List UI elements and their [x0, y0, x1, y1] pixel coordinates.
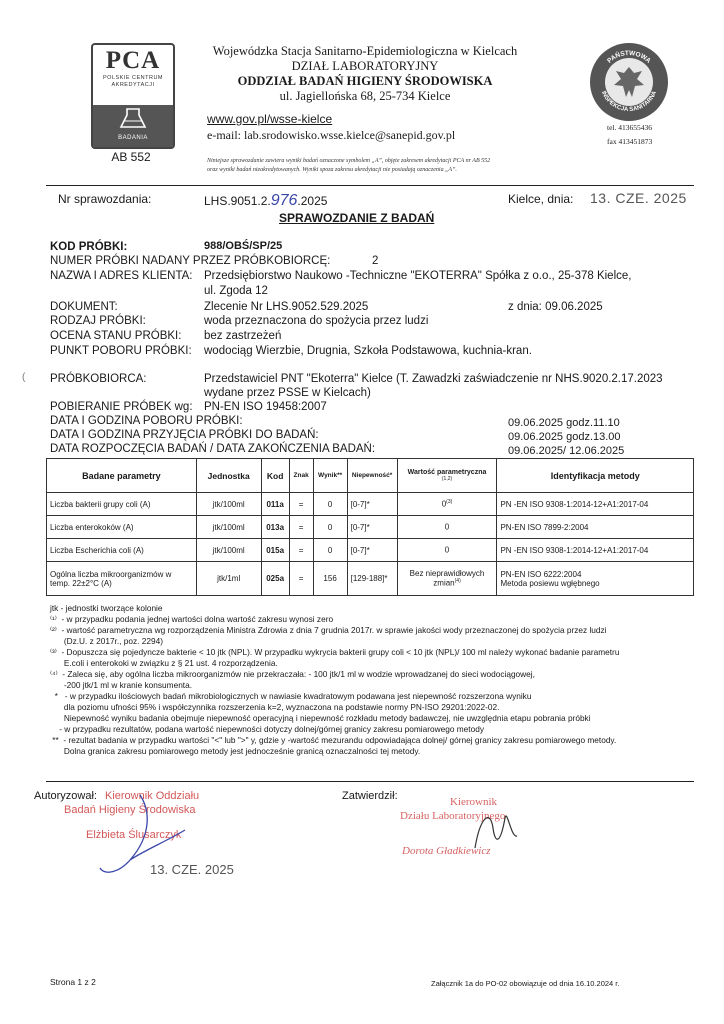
cell-param: Ogólna liczba mikroorganizmów w temp. 22±2°C (A): [47, 562, 197, 596]
cell-param: Liczba Escherichia coli (A): [47, 539, 197, 562]
cell-metoda: [497, 539, 694, 562]
cell-metoda-line1: PN-EN ISO 7899-2:2004: [500, 522, 589, 532]
cell-metoda-line1: PN-EN ISO 6222:2004: [500, 569, 582, 579]
website-link[interactable]: www.gov.pl/wsse-kielce: [207, 112, 333, 126]
logo-title: PCA: [105, 47, 161, 74]
probkobiorca-value-line1: Przedstawiciel PNT "Ekoterra" Kielce (T. Zawadzki zaświadczenie nr NHS.9020.2.17.2023: [204, 373, 663, 385]
footnote-line: ** - rezultat badania w przypadku wartości "<" lub ">" y, gdzie y -wartość mezurandu odpowiadająca dolnej/ górnej granicy zakresu pomiarowego metody.: [50, 735, 617, 745]
table-header-row: [47, 459, 694, 493]
accreditation-note-line1: Niniejsze sprawozdanie zawiera wyniki badań oznaczone symbolem „A”, objęte zakresem akredytacji PCA nr AB 552: [207, 158, 491, 164]
col-znak-header: Znak: [289, 459, 313, 493]
data-przyjecia-value: 09.06.2025 godz.13.00: [508, 431, 621, 443]
table-body: [47, 493, 694, 596]
table-row: [47, 562, 694, 596]
numer-label: NUMER PRÓBKI NADANY PRZEZ PRÓBKOBIORCĘ:: [50, 255, 331, 267]
probkobiorca-value-line2: wydane przez PSSE w Kielcach): [204, 387, 371, 399]
dokument-value: Zlecenie Nr LHS.9052.529.2025: [204, 301, 369, 313]
author-stamp-line2: Badań Higieny Środowiska: [64, 804, 196, 816]
col-param-header: Badane parametry: [47, 459, 197, 493]
cell-wartosc-value: 0: [444, 545, 450, 555]
flask-icon: [93, 105, 173, 133]
accreditation-note: [207, 157, 597, 175]
signatures-divider: [46, 781, 694, 782]
eagle-emblem-icon: [590, 43, 668, 121]
data-rozpoczecia-label: DATA ROZPOCZĘCIA BADAŃ / DATA ZAKOŃCZENIA BADAŃ:: [50, 443, 376, 455]
punkt-value: wodociąg Wierzbie, Drugnia, Szkoła Podstawowa, kuchnia-kran.: [204, 345, 532, 357]
data-poboru-label: DATA I GODZINA POBORU PRÓBKI:: [50, 415, 243, 427]
col-wynik-header: Wynik**: [313, 459, 347, 493]
col-metoda-header: Identyfikacja metody: [497, 459, 694, 493]
cell-kod: 011a: [261, 493, 289, 516]
svg-text:INSPEKCJA SANITARNA: INSPEKCJA SANITARNA: [599, 90, 659, 114]
sanitary-inspection-stamp: [590, 43, 668, 121]
cell-wartosc-value: Bez nieprawidłowych zmian: [409, 569, 485, 588]
cell-wartosc: [397, 493, 497, 516]
cell-unit: jtk/100ml: [196, 516, 261, 539]
author-date-stamp: 13. CZE. 2025: [150, 862, 234, 877]
rodzaj-value: woda przeznaczona do spożycia przez ludzi: [204, 315, 429, 327]
probkobiorca-label: PRÓBKOBIORCA:: [50, 373, 147, 385]
col-niepewnosc-header: Niepewność*: [347, 459, 397, 493]
col-unit-header: Jednostka: [196, 459, 261, 493]
table-row: [47, 493, 694, 516]
rodzaj-label: RODZAJ PRÓBKI:: [50, 315, 146, 327]
footnote-line: Dolna granica zakresu pomiarowego metody jest jednocześnie granicą oznaczalności tej metody.: [50, 746, 421, 756]
footnote-line: (Dz.U. z 2017r., poz. 2294): [50, 636, 163, 646]
klient-label: NAZWA I ADRES KLIENTA:: [50, 270, 193, 282]
cell-znak: =: [289, 562, 313, 596]
svg-text:PAŃSTWOWA: PAŃSTWOWA: [606, 49, 652, 65]
punkt-label: PUNKT POBORU PRÓBKI:: [50, 345, 192, 357]
cell-wartosc: [397, 562, 497, 596]
phone-number: tel. 413655436: [607, 123, 652, 132]
footnote-line: - w przypadku rezultatów, podana wartość niepewności dotyczy dolnej/górnej granicy zakresu pomiarowego metody: [50, 724, 484, 734]
footnote-line: E.coli i enterokoki w związku z § 21 ust. 4 rozporządzenia.: [50, 658, 278, 668]
report-number-suffix: .2025: [297, 194, 328, 208]
cell-znak: =: [289, 516, 313, 539]
results-table: [46, 458, 694, 596]
cell-wartosc-value: 0: [441, 499, 447, 509]
klient-value-line2: ul. Zgoda 12: [204, 285, 268, 297]
cell-niepewnosc: [129-188]*: [347, 562, 397, 596]
date-stamp: 13. CZE. 2025: [590, 190, 687, 206]
footnote-line: * - w przypadku ilościowych badań mikrobiologicznych w nawiasie kwadratowym podawana jest niepewność rozszerzona wyniku: [50, 691, 532, 701]
cell-wartosc-value: 0: [444, 522, 450, 532]
cell-znak: =: [289, 539, 313, 562]
footnotes: [50, 603, 710, 757]
org-department: DZIAŁ LABORATORYJNY: [291, 59, 439, 73]
footnote-line: ⁽³⁾ - Dopuszcza się pojedyncze bakterie < 10 jtk (NPL). W przypadku wykrycia bakterii grupy coli < 10 jtk (NPL)/ 100 ml należy wykonać badanie parametru: [50, 647, 620, 657]
cell-param: Liczba enterokoków (A): [47, 516, 197, 539]
org-address: ul. Jagiellońska 68, 25-734 Kielce: [279, 89, 451, 103]
dokument-label: DOKUMENT:: [50, 301, 118, 313]
cell-metoda-line1: PN -EN ISO 9308-1:2014-12+A1:2017-04: [500, 545, 649, 555]
approve-name: Dorota Gładkiewicz: [402, 845, 491, 857]
col-kod-header: Kod: [261, 459, 289, 493]
footnote-line: jtk - jednostki tworzące kolonie: [50, 603, 163, 613]
col-wartosc-sub: (1,2): [441, 476, 453, 482]
accreditation-note-line2: oraz wyniki badań nieakredytowanych. Wyniki spoza zakresu akredytacji nie posiadają oznaczenia „A”.: [207, 167, 457, 173]
cell-wynik: 0: [313, 516, 347, 539]
header-org-block: [180, 44, 550, 104]
cell-unit: jtk/100ml: [196, 493, 261, 516]
cell-wynik: 156: [313, 562, 347, 596]
cell-unit: jtk/100ml: [196, 539, 261, 562]
cell-kod: 015a: [261, 539, 289, 562]
place-date-label: Kielce, dnia:: [508, 192, 574, 206]
cell-kod: 025a: [261, 562, 289, 596]
report-number-prefix: LHS.9051.2.: [204, 194, 271, 208]
cell-niepewnosc: [0-7]*: [347, 516, 397, 539]
klient-value-line1: Przedsiębiorstwo Naukowo -Techniczne "EKOTERRA" Spółka z o.o., 25-378 Kielce,: [204, 270, 632, 282]
table-row: [47, 539, 694, 562]
data-przyjecia-label: DATA I GODZINA PRZYJĘCIA PRÓBKI DO BADAŃ:: [50, 429, 319, 441]
data-rozpoczecia-value: 09.06.2025/ 12.06.2025: [508, 445, 625, 457]
logo-subtitle: [93, 75, 173, 89]
dokument-date: z dnia: 09.06.2025: [508, 301, 603, 313]
footnote-line: ⁽¹⁾ - w przypadku podania jednej wartości dolna wartość zakresu wynosi zero: [50, 614, 334, 624]
email-contact: e-mail: lab.srodowisko.wsse.kielce@sanepid.gov.pl: [207, 128, 456, 142]
footnote-line: ⁽⁴⁾ - Zaleca się, aby ogólna liczba mikroorganizmów nie przekraczała: - 100 jtk/1 ml w wodzie wprowadzanej do sieci wodociągowej,: [50, 669, 535, 679]
col-wartosc-title: Wartość parametryczna: [407, 469, 487, 476]
kod-label: KOD PRÓBKI:: [50, 241, 128, 253]
report-number-handwritten: 976: [270, 192, 298, 209]
annex-note: Załącznik 1a do PO-02 obowiązuje od dnia 16.10.2024 r.: [431, 979, 620, 988]
cell-wynik: 0: [313, 493, 347, 516]
report-number-label: Nr sprawozdania:: [58, 192, 152, 206]
pca-accreditation-logo: [91, 43, 175, 149]
col-wartosc-header: [397, 459, 497, 493]
ocena-label: OCENA STANU PRÓBKI:: [50, 330, 182, 342]
logo-badania: BADANIA: [118, 135, 148, 141]
logo-badge: [93, 105, 173, 147]
cell-metoda-line1: PN -EN ISO 9308-1:2014-12+A1:2017-04: [500, 499, 649, 509]
pobieranie-value: PN-EN ISO 19458:2007: [204, 401, 327, 413]
report-number: [204, 192, 327, 210]
author-name: Elżbieta Ślusarczyk: [86, 829, 182, 841]
report-title: SPRAWOZDANIE Z BADAŃ: [279, 211, 435, 225]
phone-fax: [607, 121, 652, 149]
ocena-value: bez zastrzeżeń: [204, 330, 282, 342]
cell-wartosc-footnote: (4): [454, 578, 461, 585]
page-number: Strona 1 z 2: [50, 977, 96, 987]
cell-param: Liczba bakterii grupy coli (A): [47, 493, 197, 516]
logo-sub-line2: AKREDYTACJI: [111, 82, 155, 88]
pobieranie-label: POBIERANIE PRÓBEK wg:: [50, 401, 193, 413]
cell-wartosc-footnote: (3): [446, 499, 453, 506]
cell-znak: =: [289, 493, 313, 516]
cell-niepewnosc: [0-7]*: [347, 493, 397, 516]
approve-label: Zatwierdził:: [342, 790, 398, 802]
footnote-line: -200 jtk/1 ml w kranie konsumenta.: [50, 680, 193, 690]
cell-unit: jtk/1ml: [196, 562, 261, 596]
cell-wynik: 0: [313, 539, 347, 562]
numer-value: 2: [372, 255, 379, 267]
footnote-line: Niepewność wyniku badania obejmuje niepewność operacyjną i niepewność rozkładu metody badawczej, nie uwzględnia etapu pobrania próbki: [50, 713, 591, 723]
fax-number: fax 413451873: [607, 137, 653, 146]
table-row: [47, 516, 694, 539]
cell-metoda: [497, 516, 694, 539]
footnote-line: dla poziomu ufności 95% i współczynnika rozszerzenia k=2, wyznaczona na podstawie normy PN-ISO 29201:2022-02.: [50, 702, 500, 712]
approve-stamp-line2: Działu Laboratoryjnego: [400, 810, 506, 822]
accreditation-code: AB 552: [111, 150, 151, 164]
sample-fields: [50, 240, 127, 256]
kod-value: 988/OBŚ/SP/25: [204, 240, 283, 252]
cell-wartosc: [397, 539, 497, 562]
author-stamp-line1: Kierownik Oddziału: [105, 790, 200, 802]
approve-stamp-line1: Kierownik: [450, 796, 498, 808]
org-division: ODDZIAŁ BADAŃ HIGIENY ŚRODOWISKA: [237, 74, 493, 88]
author-label: Autoryzował:: [34, 790, 97, 802]
approve-signature-scribble: [455, 798, 535, 858]
data-poboru-value: 09.06.2025 godz.11.10: [508, 417, 620, 429]
cell-metoda: [497, 562, 694, 596]
cell-metoda: [497, 493, 694, 516]
footnote-line: ⁽²⁾ - wartość parametryczna wg rozporządzenia Ministra Zdrowia z dnia 7 grudnia 2017r. w sprawie jakości wody przeznaczonej do spożycia przez ludzi: [50, 625, 607, 635]
cell-kod: 013a: [261, 516, 289, 539]
header-divider: [46, 185, 694, 186]
cell-metoda-line2: Metoda posiewu wgłębnego: [500, 578, 600, 588]
cell-wartosc: [397, 516, 497, 539]
cell-niepewnosc: [0-7]*: [347, 539, 397, 562]
logo-sub-line1: POLSKIE CENTRUM: [102, 75, 164, 81]
org-name: Wojewódzka Stacja Sanitarno-Epidemiologiczna w Kielcach: [212, 44, 518, 58]
margin-mark: (: [22, 372, 26, 383]
